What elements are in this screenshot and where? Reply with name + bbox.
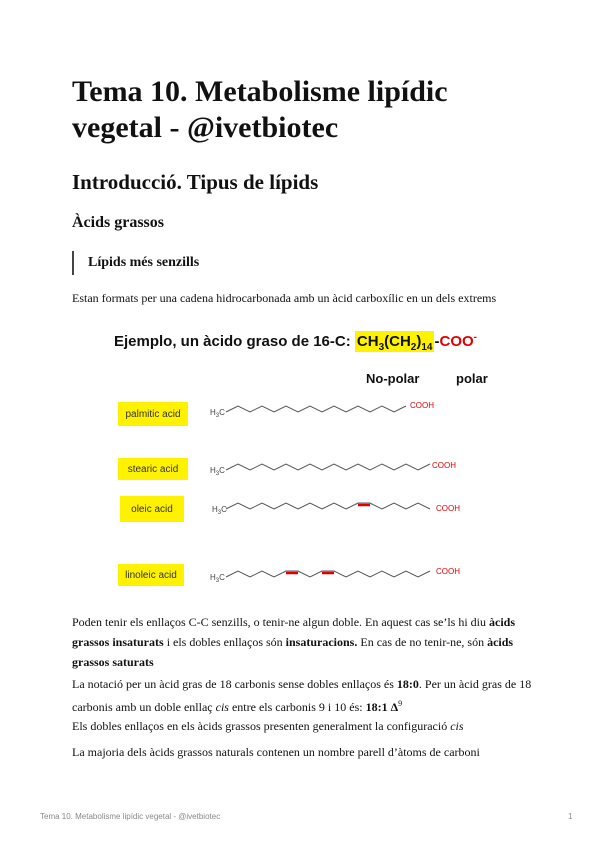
linoleic-carboxyl-text: COOH <box>436 567 460 576</box>
oleic-acid-label: oleic acid <box>120 496 184 522</box>
subsubsection-heading: Lípids més senzills <box>72 251 199 275</box>
palmitic-methyl-text: $H_3C$ <box>210 408 225 419</box>
cis-configuration-paragraph: Els dobles enllaços en els àcids grassos presenten generalment la configuració cis <box>72 719 464 733</box>
stearic-methyl-text: $H_3C$ <box>210 466 225 477</box>
palmitic-chain <box>226 406 406 412</box>
oleic-carboxyl-text: COOH <box>436 504 460 513</box>
unsaturation-paragraph: Poden tenir els enllaços C-C senzills, o tenir-ne algun doble. En aquest cas se’ls hi diu àcids grassos insaturats i els dobles enllaços són insaturacions. En cas de no tenir-ne, són àcids grassos saturats <box>72 615 516 669</box>
formula-dash: - <box>434 333 440 350</box>
oleic-chain <box>226 503 430 509</box>
intro-paragraph: Estan formats per una cadena hidrocarbonada amb un àcid carboxílic en un dels extrems <box>72 291 497 305</box>
page-number: 1 <box>568 812 573 821</box>
section-heading: Introducció. Tipus de lípids <box>72 170 319 194</box>
figure-formula: $CH_3(CH_2)_{14}$ <box>356 333 433 353</box>
footer-title: Tema 10. Metabolisme lipídic vegetal - @ivetbiotec <box>40 812 221 821</box>
linoleic-acid-label: linoleic acid <box>118 564 184 586</box>
palmitic-acid-label: palmitic acid <box>118 402 188 426</box>
subsection-heading: Àcids grassos <box>72 214 165 231</box>
page-title: Tema 10. Metabolisme lipídic vegetal - @ivetbiotec <box>72 75 448 144</box>
notation-paragraph: La notació per un àcid gras de 18 carbonis sense dobles enllaços és 18:0. Per un àcid gras de 18 carbonis amb un doble enllaç cis entre els carbonis 9 i 10 és: 18:1 $\Delta^9$ <box>72 677 532 714</box>
fatty-acid-structures <box>100 322 520 602</box>
formula-carboxylate: COO- <box>439 332 477 350</box>
polar-label: polar <box>456 371 488 386</box>
oleic-methyl-text: $H_3C$ <box>212 505 227 516</box>
stearic-carboxyl-text: COOH <box>432 461 456 470</box>
even-carbon-paragraph: La majoria dels àcids grassos naturals contenen un nombre parell d’àtoms de carboni <box>72 745 480 759</box>
palmitic-carboxyl-text: COOH <box>410 401 434 410</box>
stearic-chain <box>226 464 430 470</box>
stearic-acid-label: stearic acid <box>118 458 188 480</box>
figure-title-prefix: Ejemplo, un àcido graso de 16-C: <box>114 333 355 350</box>
fatty-acid-figure <box>100 322 520 602</box>
nonpolar-label: No-polar <box>366 371 420 386</box>
linoleic-methyl-text: $H_3C$ <box>210 573 225 584</box>
